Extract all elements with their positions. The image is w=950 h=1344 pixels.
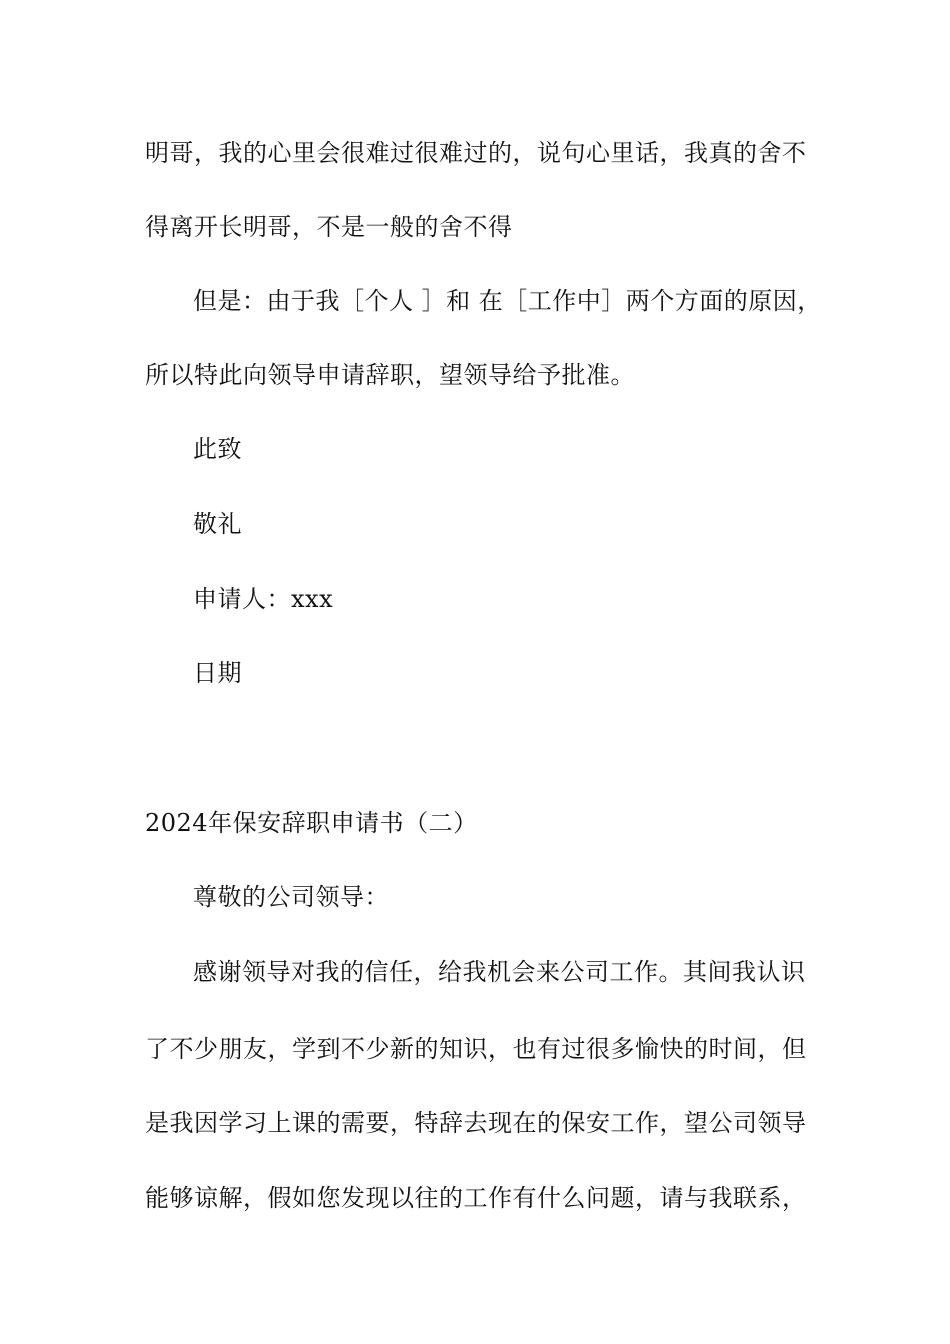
text-line: 但是：由于我［个人 ］和 在［工作中］两个方面的原因， (193, 287, 822, 315)
greeting: 尊敬的公司领导： (193, 883, 389, 911)
closing-regards: 敬礼 (193, 510, 242, 538)
date-line: 日期 (193, 659, 242, 687)
text-line: 得离开长明哥，不是一般的舍不得 (145, 213, 513, 241)
section-title: 2024年保安辞职申请书（二） (145, 809, 478, 837)
applicant-signature: 申请人：xxx (193, 585, 334, 613)
closing-salutation: 此致 (193, 435, 242, 463)
text-line: 感谢领导对我的信任，给我机会来公司工作。其间我认识 (193, 958, 806, 986)
text-line: 所以特此向领导申请辞职，望领导给予批准。 (145, 361, 635, 389)
text-line: 了不少朋友，学到不少新的知识，也有过很多愉快的时间，但 (145, 1035, 807, 1063)
text-line: 明哥，我的心里会很难过很难过的，说句心里话，我真的舍不 (145, 139, 807, 167)
text-line: 是我因学习上课的需要，特辞去现在的保安工作，望公司领导 (145, 1109, 807, 1137)
text-line: 能够谅解，假如您发现以往的工作有什么问题，请与我联系， (145, 1184, 807, 1212)
